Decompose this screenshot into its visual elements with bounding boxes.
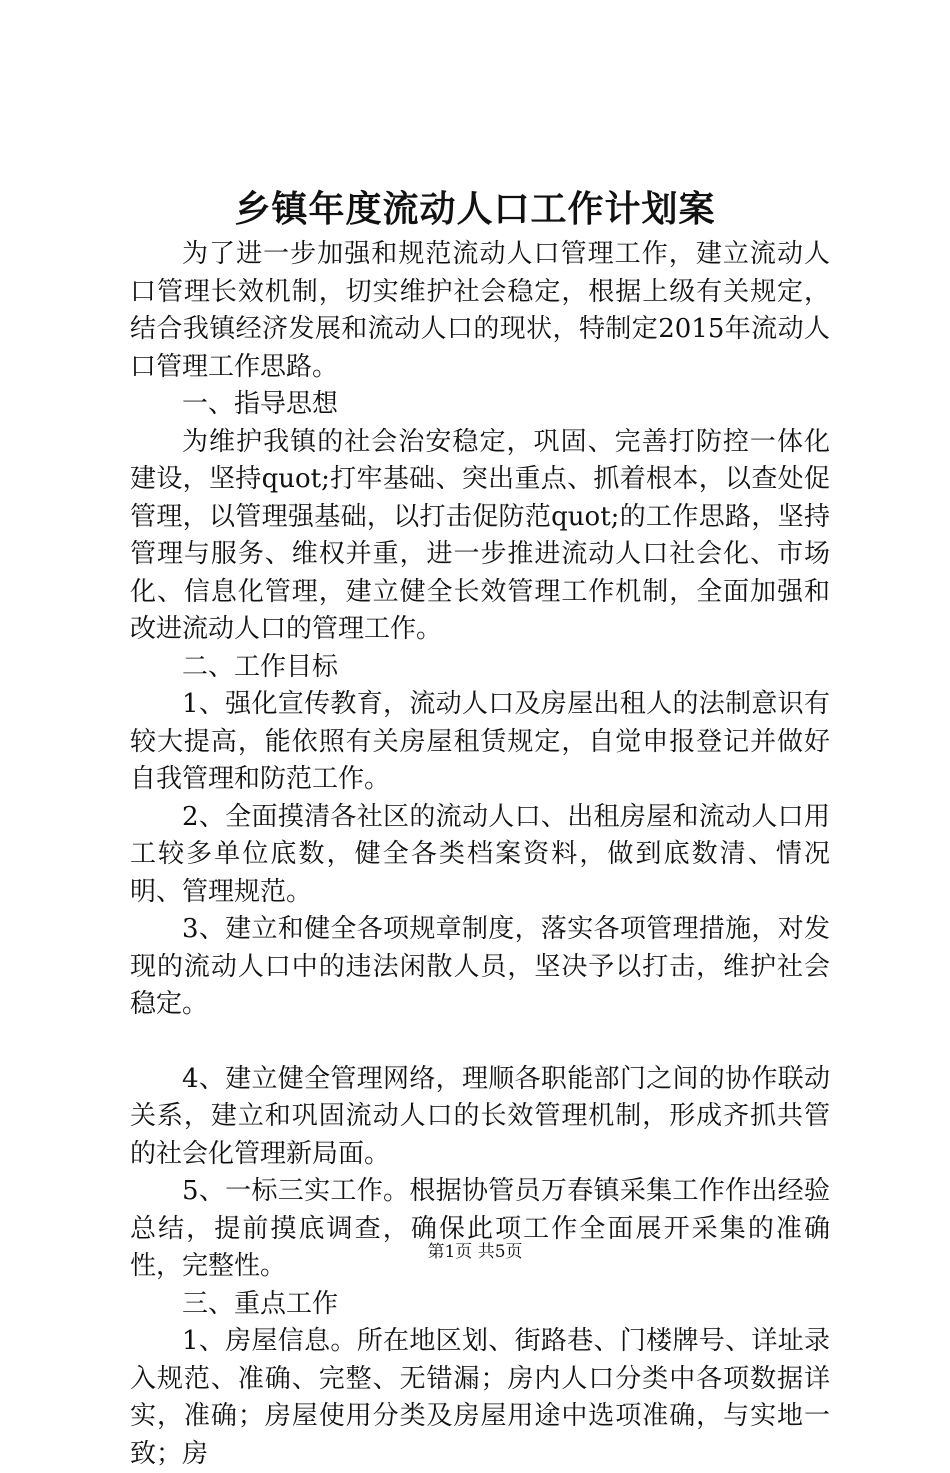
- paragraph-goal-5: 5、一标三实工作。根据协管员万春镇采集工作作出经验总结，提前摸底调查，确保此项工作全面展开采集的准确性，完整性。: [130, 1176, 830, 1281]
- document-title: 乡镇年度流动人口工作计划案: [234, 188, 716, 230]
- paragraph-goal-2: 2、全面摸清各社区的流动人口、出租房屋和流动人口用工较多单位底数，健全各类档案资料，做到底数清、情况明、管理规范。: [130, 801, 830, 907]
- paragraph-goal-4: 4、建立健全管理网络，理顺各职能部门之间的协作联动关系，建立和巩固流动人口的长效管理机制，形成齐抓共管的社会化管理新局面。: [130, 1063, 830, 1169]
- paragraph-guiding-thought: 为维护我镇的社会治安稳定，巩固、完善打防控一体化建设，坚持quot;打牢基础、突出重点、抓着根本，以查处促管理，以管理强基础，以打击促防范quot;的工作思路，坚持管理与服务、维权并重，进一步推进流动人口社会化、市场化、信息化管理，建立健全长效管理工作机制，全面加强和改进流动人口的管理工作。: [130, 426, 830, 644]
- paragraph-intro: 为了进一步加强和规范流动人口管理工作，建立流动人口管理长效机制，切实维护社会稳定，根据上级有关规定，结合我镇经济发展和流动人口的现状，特制定2015年流动人口管理工作思路。: [130, 239, 830, 382]
- heading-key-work: 三、重点工作: [182, 1288, 339, 1319]
- page-footer: 第1页 共5页: [427, 1242, 523, 1262]
- paragraph-key-work-1: 1、房屋信息。所在地区划、街路巷、门楼牌号、详址录入规范、准确、完整、无错漏；房内人口分类中各项数据详实，准确；房屋使用分类及房屋用途中选项准确，与实地一致；房: [130, 1326, 830, 1469]
- document-body: [130, 236, 830, 1473]
- heading-work-goals: 二、工作目标: [182, 651, 339, 682]
- heading-guiding-thought: 一、指导思想: [182, 389, 339, 419]
- paragraph-goal-3: 3、建立和健全各项规章制度，落实各项管理措施，对发现的流动人口中的违法闲散人员，坚决予以打击，维护社会稳定。: [130, 914, 830, 1019]
- paragraph-goal-1: 1、强化宣传教育，流动人口及房屋出租人的法制意识有较大提高，能依照有关房屋租赁规定，自觉申报登记并做好自我管理和防范工作。: [130, 689, 830, 794]
